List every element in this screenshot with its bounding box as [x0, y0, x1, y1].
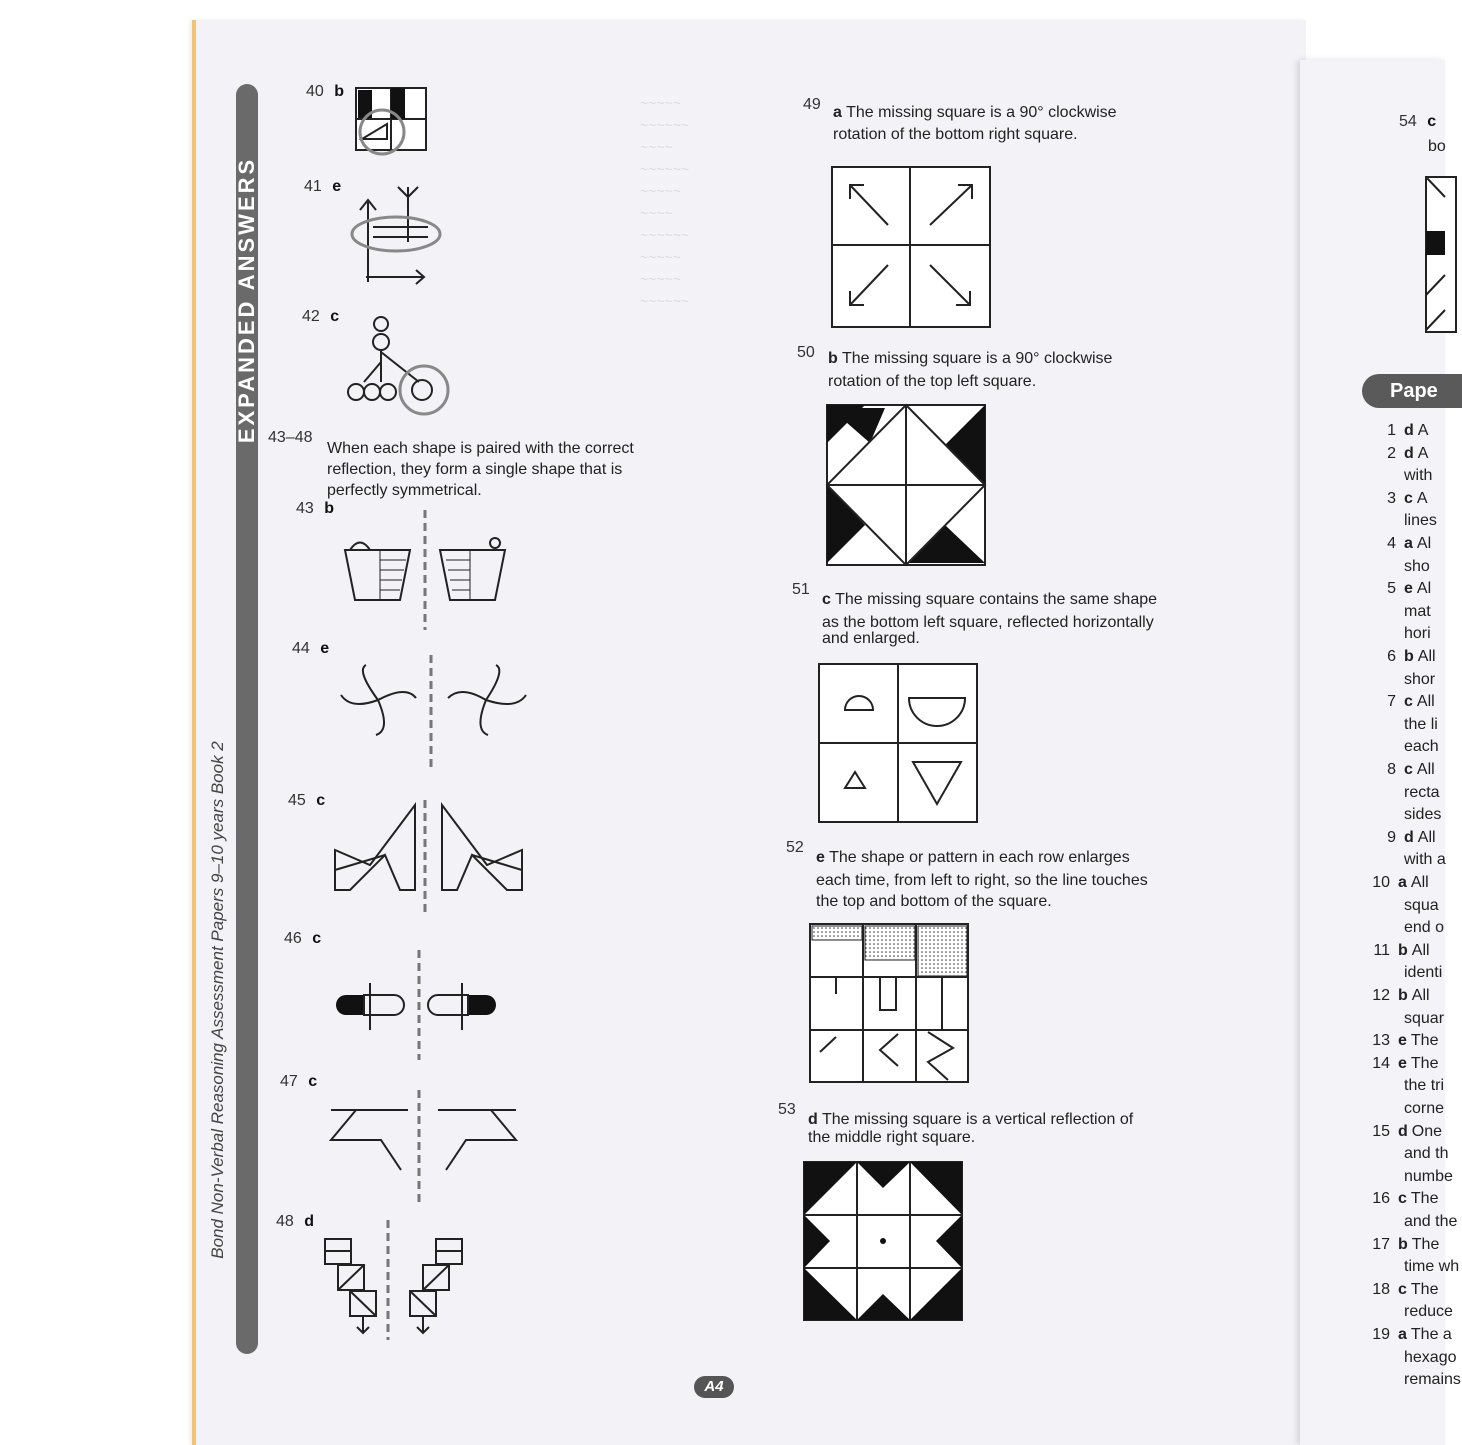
- answer-letter: c: [1398, 1280, 1407, 1298]
- figure-43: [340, 505, 520, 635]
- answer-text: the tri: [1404, 1077, 1445, 1095]
- question-number: 47: [280, 1073, 298, 1090]
- page-number: A4: [694, 1376, 734, 1398]
- question-number: 11: [1373, 941, 1390, 959]
- paper-answer-line: [1364, 1030, 1438, 1052]
- question-49-line-2: rotation of the bottom right square.: [833, 126, 1078, 143]
- answer-text: with a: [1404, 851, 1446, 869]
- paper-answer-line: [1404, 601, 1431, 623]
- answer-text: time wh: [1404, 1258, 1460, 1276]
- paper-answer-line: [1404, 1008, 1444, 1030]
- answer-letter: a: [1398, 1326, 1407, 1343]
- paper-answer-line: [1404, 1347, 1457, 1369]
- figure-47: [326, 1085, 526, 1210]
- answer-letter: b: [1398, 941, 1408, 959]
- question-43-48-line-1: When each shape is paired with the correct: [327, 440, 634, 457]
- answer-text: The missing square is a vertical reflection of: [821, 1111, 1134, 1128]
- answer-letter: a: [1404, 535, 1413, 552]
- answer-letter: c: [1398, 1190, 1407, 1208]
- question-number: 14: [1372, 1054, 1390, 1072]
- question-number: 9: [1387, 828, 1396, 846]
- question-49-number: 49: [803, 96, 821, 113]
- answer-letter: b: [1398, 1235, 1408, 1253]
- answer-text: The missing square contains the same shape: [835, 591, 1158, 608]
- paper-answer-line: [1404, 962, 1442, 984]
- answer-letter: d: [1404, 422, 1414, 439]
- question-number: 15: [1372, 1122, 1390, 1140]
- question-number: 7: [1387, 693, 1396, 711]
- figure-48: [320, 1215, 470, 1345]
- paper-answer-line: [1370, 533, 1431, 555]
- question-40: [306, 83, 344, 101]
- answer-text: The: [1410, 1054, 1439, 1072]
- question-43: [296, 500, 334, 518]
- answer-letter: c: [330, 308, 340, 325]
- answer-text: The a: [1410, 1326, 1452, 1343]
- question-number: 46: [284, 930, 302, 947]
- figure-46: [326, 945, 506, 1065]
- figure-45: [330, 795, 530, 920]
- answer-text: All: [1416, 761, 1435, 778]
- paper-answer-line: [1404, 782, 1440, 804]
- answer-text: and th: [1404, 1145, 1449, 1163]
- question-44: [292, 640, 329, 658]
- answer-text: A: [1417, 444, 1429, 462]
- answer-text: the li: [1404, 715, 1438, 733]
- question-number: 10: [1372, 874, 1390, 891]
- question-number: 8: [1387, 761, 1396, 778]
- question-51-line-1: [822, 589, 1157, 610]
- answer-letter: e: [1398, 1054, 1407, 1072]
- paper-answer-line: [1404, 1143, 1448, 1165]
- paper-answer-line: [1370, 691, 1435, 713]
- answer-letter: e: [332, 178, 342, 195]
- paper-answer-line: [1364, 1053, 1438, 1075]
- question-number: 1: [1387, 422, 1396, 439]
- answer-text: squar: [1404, 1009, 1445, 1027]
- question-number: 4: [1387, 535, 1396, 552]
- answer-letter: c: [312, 930, 322, 947]
- answer-text: sho: [1404, 557, 1430, 575]
- answer-text: The: [1411, 1235, 1440, 1253]
- paper-answer-line: [1364, 1121, 1442, 1143]
- answer-letter: e: [1404, 580, 1413, 598]
- paper-heading-tab: Pape: [1362, 374, 1462, 408]
- answer-text: All: [1417, 828, 1436, 846]
- question-45: [288, 792, 325, 810]
- answer-text: Al: [1416, 535, 1432, 552]
- question-number: 40: [306, 83, 324, 100]
- answer-letter: d: [1398, 1122, 1408, 1140]
- paper-answer-line: [1404, 1166, 1453, 1188]
- question-52-line-3: the top and bottom of the square.: [816, 893, 1052, 910]
- paper-answer-line: [1404, 1256, 1459, 1278]
- question-52-line-2: each time, from left to right, so the line touches: [816, 872, 1148, 889]
- paper-answer-line: [1404, 849, 1446, 871]
- question-50-line-1: [828, 348, 1112, 369]
- answer-letter: b: [334, 83, 345, 100]
- answer-letter: e: [1398, 1032, 1407, 1050]
- paper-answer-line: [1370, 488, 1428, 510]
- question-number: 5: [1387, 580, 1396, 598]
- answer-text: identi: [1404, 964, 1443, 982]
- question-number: 42: [302, 308, 320, 325]
- figure-40: [352, 84, 432, 164]
- answer-text: The: [1410, 1190, 1439, 1208]
- answer-text: sides: [1404, 806, 1442, 824]
- paper-answer-line: [1404, 669, 1435, 691]
- question-46: [284, 930, 321, 948]
- answer-text: All: [1411, 987, 1430, 1004]
- answer-text: All: [1410, 874, 1429, 891]
- paper-answer-line: [1404, 1211, 1457, 1233]
- question-number: 48: [276, 1213, 294, 1230]
- answer-letter: a: [833, 104, 842, 121]
- question-number: 2: [1387, 444, 1396, 462]
- question-51-line-3: and enlarged.: [822, 630, 920, 647]
- answer-letter: c: [1404, 693, 1413, 711]
- paper-answer-line: [1404, 1369, 1461, 1391]
- figure-44: [336, 650, 536, 775]
- answer-text: All: [1411, 941, 1430, 959]
- question-number: 16: [1372, 1190, 1390, 1208]
- answer-text: remains: [1404, 1371, 1461, 1389]
- paper-answer-line: [1370, 443, 1428, 465]
- answer-letter: d: [1404, 828, 1414, 846]
- show-through-text: ~~~~~ ~~~~~~ ~~~~ ~~~~~~ ~~~~~ ~~~~ ~~~~~~ ~~~~~ ~~~~~ ~~~~~~: [640, 95, 690, 309]
- question-41: [304, 178, 341, 196]
- figure-52: [808, 922, 973, 1087]
- answer-text: recta: [1404, 783, 1440, 801]
- question-number: 19: [1372, 1326, 1390, 1343]
- paper-answer-line: [1370, 759, 1435, 781]
- answer-letter: d: [808, 1111, 818, 1128]
- paper-answer-line: [1370, 646, 1436, 668]
- figure-41: [348, 182, 448, 292]
- figure-53: [802, 1160, 967, 1325]
- figure-50: [825, 403, 990, 568]
- paper-answer-line: [1404, 895, 1439, 917]
- question-42: [302, 308, 339, 326]
- question-number: 18: [1372, 1280, 1390, 1298]
- question-43-48-line-3: perfectly symmetrical.: [327, 482, 482, 499]
- question-number: 3: [1387, 489, 1396, 507]
- answer-letter: a: [1398, 874, 1407, 891]
- question-50-line-2: rotation of the top left square.: [828, 373, 1037, 390]
- paper-answer-line: [1364, 1234, 1439, 1256]
- answer-text: hori: [1404, 625, 1431, 643]
- answer-text: corne: [1404, 1100, 1445, 1117]
- answer-text: The missing square is a 90° clockwise: [846, 104, 1117, 121]
- answer-letter: e: [320, 640, 330, 657]
- paper-answer-line: [1404, 714, 1438, 736]
- paper-answer-line: [1404, 917, 1444, 939]
- question-51-number: 51: [792, 581, 810, 598]
- paper-answer-line: [1404, 1075, 1444, 1097]
- question-51-line-2: as the bottom left square, reflected horizontally: [822, 614, 1154, 631]
- answer-text: The: [1410, 1280, 1439, 1298]
- question-47: [280, 1073, 317, 1091]
- figure-42: [344, 312, 459, 417]
- answer-letter: e: [816, 849, 825, 866]
- figure-54: [1424, 175, 1445, 335]
- paper-answer-line: [1404, 1098, 1444, 1120]
- answer-text: All: [1416, 693, 1435, 711]
- answer-text: mat: [1404, 602, 1431, 620]
- answer-text: each: [1404, 738, 1439, 756]
- question-54: [1399, 113, 1436, 131]
- paper-answer-line: [1404, 1301, 1453, 1323]
- paper-answer-line: [1364, 940, 1430, 962]
- question-number: 54: [1399, 113, 1417, 130]
- answer-letter: c: [1427, 113, 1437, 130]
- paper-answer-line: [1404, 736, 1439, 758]
- question-number: 45: [288, 792, 306, 809]
- question-number: 17: [1372, 1235, 1390, 1253]
- answer-letter: b: [324, 500, 335, 517]
- question-52-line-1: [816, 847, 1130, 868]
- answer-letter: b: [1404, 648, 1414, 665]
- answer-text: reduce: [1404, 1303, 1453, 1321]
- paper-answer-line: [1404, 465, 1432, 487]
- answer-text: A: [1416, 489, 1428, 507]
- question-52-number: 52: [786, 839, 804, 856]
- question-43-48-number: 43–48: [268, 429, 313, 446]
- answer-letter: d: [1404, 444, 1414, 462]
- section-title: EXPANDED ANSWERS: [234, 156, 259, 444]
- question-43-48-line-2: reflection, they form a single shape that is: [327, 461, 623, 478]
- answer-text: squa: [1404, 896, 1439, 914]
- question-50-number: 50: [797, 344, 815, 361]
- question-54-text: bo: [1428, 138, 1446, 155]
- answer-text: hexago: [1404, 1348, 1457, 1366]
- answer-text: A: [1417, 422, 1429, 439]
- question-number: 44: [292, 640, 310, 657]
- question-number: 43: [296, 500, 314, 517]
- paper-answer-line: [1364, 1279, 1438, 1301]
- answer-letter: c: [822, 591, 831, 608]
- answer-text: One: [1411, 1122, 1443, 1140]
- answer-letter: d: [304, 1213, 315, 1230]
- paper-answer-line: [1364, 1324, 1452, 1346]
- question-number: 6: [1387, 648, 1396, 665]
- answer-letter: b: [1398, 987, 1408, 1004]
- answer-text: The shape or pattern in each row enlarges: [829, 849, 1130, 866]
- answer-text: The: [1410, 1032, 1439, 1050]
- answer-text: numbe: [1404, 1167, 1453, 1185]
- answer-letter: c: [1404, 761, 1413, 778]
- question-number: 12: [1372, 987, 1390, 1004]
- paper-answer-line: [1370, 827, 1436, 849]
- question-number: 13: [1372, 1032, 1390, 1050]
- answer-text: and the: [1404, 1213, 1458, 1230]
- figure-49: [830, 165, 995, 330]
- answer-text: All: [1417, 648, 1436, 665]
- question-48: [276, 1213, 314, 1231]
- answer-letter: c: [1404, 489, 1413, 507]
- book-title: Bond Non-Verbal Reasoning Assessment Papers 9–10 years Book 2: [208, 741, 227, 1259]
- figure-51: [817, 662, 982, 827]
- answer-text: lines: [1404, 512, 1437, 530]
- answer-letter: b: [828, 350, 838, 367]
- answer-letter: c: [316, 792, 326, 809]
- paper-answer-line: [1404, 556, 1430, 578]
- question-53-line-2: the middle right square.: [808, 1129, 976, 1146]
- answer-letter: c: [308, 1073, 318, 1090]
- question-49-line-1: [833, 102, 1117, 123]
- paper-answer-line: [1370, 420, 1428, 442]
- paper-answer-line: [1404, 623, 1431, 645]
- paper-answer-line: [1404, 510, 1437, 532]
- answer-text: Al: [1416, 580, 1432, 598]
- paper-answer-line: [1370, 578, 1431, 600]
- answer-text: with: [1404, 467, 1433, 485]
- paper-answer-line: [1364, 872, 1429, 894]
- paper-answer-line: [1404, 804, 1441, 826]
- paper-answer-line: [1364, 985, 1430, 1007]
- question-number: 41: [304, 178, 322, 195]
- answer-text: end o: [1404, 919, 1445, 937]
- question-53-number: 53: [778, 1101, 796, 1118]
- answer-text: shor: [1404, 670, 1436, 688]
- paper-answer-line: [1364, 1188, 1438, 1210]
- answer-text: The missing square is a 90° clockwise: [841, 350, 1113, 367]
